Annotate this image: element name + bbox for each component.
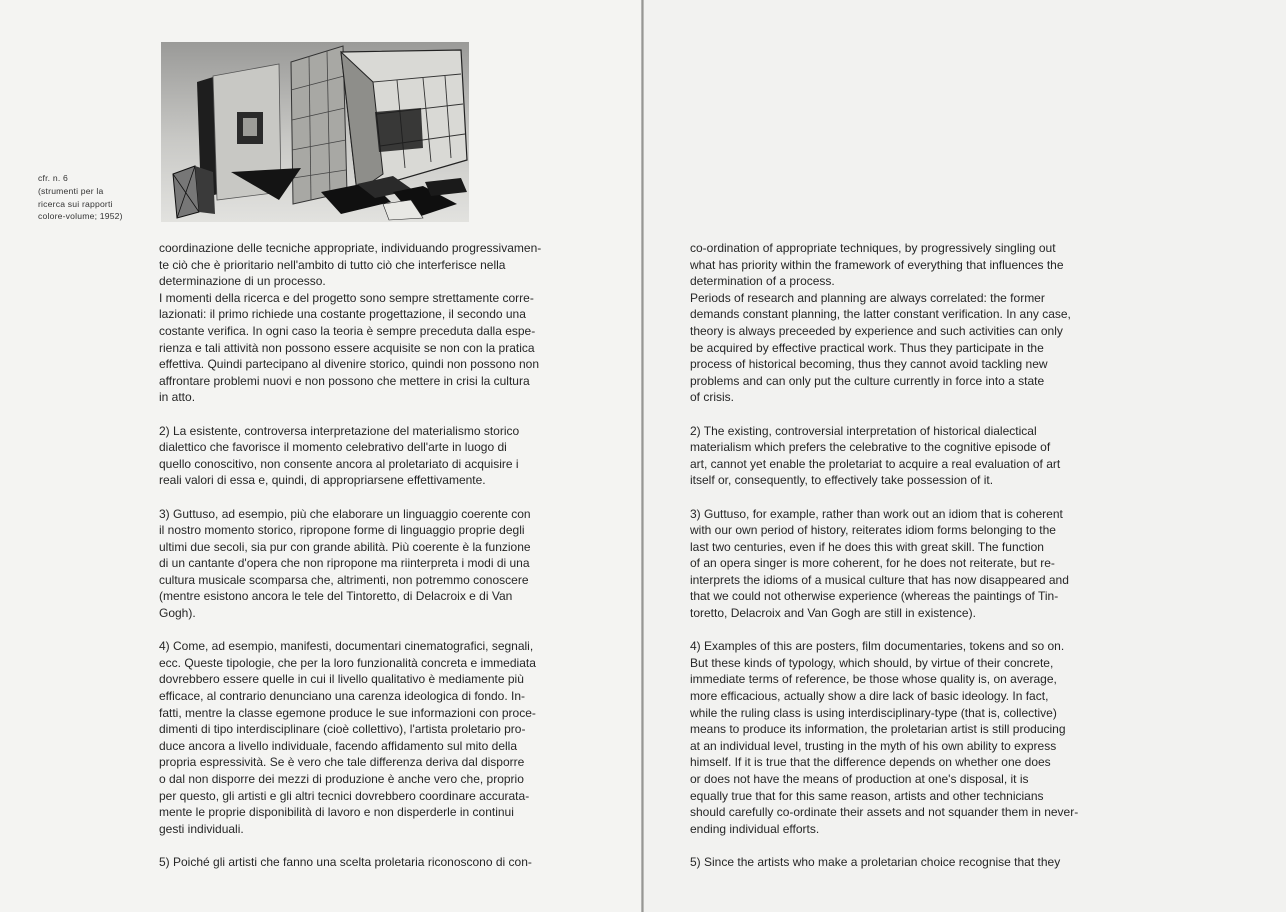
text-line: means to produce its information, the proletarian artist is still producing — [690, 722, 1066, 737]
text-line: di un cantante d'opera che non ripropone ma riinterpreta i modi di una — [159, 556, 530, 571]
text-line: process of historical becoming, thus they cannot avoid tackling new — [690, 357, 1048, 372]
text-line: il nostro momento storico, ripropone forme di linguaggio proprie degli — [159, 523, 525, 538]
text-line: effettiva. Quindi partecipano al divenire storico, quindi non possono non — [159, 357, 540, 372]
text-line: itself or, consequently, to effectively take possession of it. — [690, 473, 994, 488]
text-line: mente le proprie disponibilità di lavoro e non disperderle in continui — [159, 805, 514, 820]
text-line: Gogh). — [159, 606, 196, 621]
text-line: But these kinds of typology, which should, by virtue of their concrete, — [690, 655, 1054, 670]
text-line: 5) Poiché gli artisti che fanno una scelta proletaria riconoscono di con- — [159, 854, 532, 869]
text-line: determinazione di un processo. — [159, 274, 326, 289]
text-line: determination of a process. — [690, 274, 835, 289]
text-line: last two centuries, even if he does this with great skill. The function — [690, 539, 1044, 554]
text-line: problems and can only put the culture currently in force into a state — [690, 373, 1045, 388]
text-line: gesti individuali. — [159, 821, 244, 836]
paragraph-1 — [159, 240, 595, 406]
text-line: quello conoscitivo, non consente ancora al proletariato di acquisire i — [159, 456, 519, 471]
text-line: more efficacious, actually show a dire lack of basic ideology. In fact, — [690, 689, 1049, 704]
text-line: himself. If it is true that the difference depends on whether one does — [690, 755, 1051, 770]
text-line: ultimi due secoli, sia pur con grande abilità. Più coerente è la funzione — [159, 539, 531, 554]
text-line: should carefully co-ordinate their assets and not squander them in never- — [690, 805, 1079, 820]
text-line: while the ruling class is using interdisciplinary-type (that is, collective) — [690, 705, 1057, 720]
caption-line: colore-volume; 1952) — [38, 211, 123, 222]
caption-line: ricerca sui rapporti — [38, 198, 113, 209]
text-line: of crisis. — [690, 390, 735, 405]
text-line: propria espressività. Se è vero che tale differenza deriva dal disporre — [159, 755, 525, 770]
text-line: 3) Guttuso, for example, rather than work out an idiom that is coherent — [690, 506, 1063, 521]
text-line: 3) Guttuso, ad esempio, più che elaborare un linguaggio coerente con — [159, 506, 531, 521]
paragraph-4 — [690, 638, 1124, 837]
text-line: lazionati: il primo richiede una costante progettazione, il secondo una — [159, 307, 526, 322]
text-line: at an individual level, trusting in the myth of his own ability to express — [690, 738, 1057, 753]
text-line: immediate terms of reference, be those whose quality is, on average, — [690, 672, 1057, 687]
text-line: art, cannot yet enable the proletariat to acquire a real evaluation of art — [690, 456, 1061, 471]
italian-text-column — [159, 240, 595, 887]
text-line: costante verifica. In ogni caso la teoria è sempre preceduta dalla espe- — [159, 323, 536, 338]
text-line: ending individual efforts. — [690, 821, 820, 836]
text-line: of an opera singer is more coherent, for he does not reiterate, but re- — [690, 556, 1055, 571]
text-line: coordinazione delle tecniche appropriate, individuando progressivamen- — [159, 241, 542, 255]
text-line: theory is always preceeded by experience and such activities can only — [690, 323, 1063, 338]
text-line: that we could not otherwise experience (whereas the paintings of Tin- — [690, 589, 1059, 604]
paragraph-3 — [159, 506, 595, 622]
caption-line: cfr. n. 6 — [38, 173, 68, 183]
text-line: be acquired by effective practical work. Thus they participate in the — [690, 340, 1044, 355]
text-line: materialism which prefers the celebrative to the cognitive episode of — [690, 440, 1051, 455]
text-line: fatti, mentre la classe egemone produce le sue informazioni con proce- — [159, 705, 536, 720]
text-line: duce ancora a livello individuale, facendo affidamento sul mito della — [159, 738, 518, 753]
text-line: or does not have the means of production at one's disposal, it is — [690, 772, 1029, 786]
text-line: per questo, gli artisti e gli altri tecnici dovrebbero coordinare accurata- — [159, 788, 530, 803]
text-line: co-ordination of appropriate techniques, by progressively singling out — [690, 241, 1056, 255]
sculpture-photo — [161, 42, 469, 222]
text-line: 4) Come, ad esempio, manifesti, documentari cinematografici, segnali, — [159, 639, 534, 654]
text-line: efficace, al contrario denunciano una carenza ideologica di fondo. In- — [159, 689, 526, 704]
text-line: affrontare problemi nuovi e non possono che mettere in crisi la cultura — [159, 373, 530, 388]
text-line: dovrebbero essere quelle in cui il livello qualitativo è mediamente più — [159, 672, 524, 687]
text-line: 2) The existing, controversial interpretation of historical dialectical — [690, 423, 1037, 438]
text-line: with our own period of history, reiterates idiom forms belonging to the — [690, 523, 1056, 538]
paragraph-2 — [690, 423, 1124, 489]
text-line: Periods of research and planning are always correlated: the former — [690, 290, 1045, 305]
text-line: 2) La esistente, controversa interpretazione del materialismo storico — [159, 423, 520, 438]
paragraph-5 — [690, 854, 1124, 871]
text-line: toretto, Delacroix and Van Gogh are still in existence). — [690, 606, 976, 621]
text-line: te ciò che è prioritario nell'ambito di tutto ciò che interferisce nella — [159, 257, 506, 272]
text-line: 5) Since the artists who make a proletarian choice recognise that they — [690, 854, 1061, 869]
text-line: interprets the idioms of a musical culture that has now disappeared and — [690, 572, 1069, 587]
paragraph-3 — [690, 506, 1124, 622]
english-text-column — [690, 240, 1124, 887]
text-line: demands constant planning, the latter constant verification. In any case, — [690, 307, 1071, 322]
text-line: (mentre esistono ancora le tele del Tintoretto, di Delacroix e di Van — [159, 589, 513, 604]
text-line: 4) Examples of this are posters, film documentaries, tokens and so on. — [690, 639, 1065, 654]
text-line: I momenti della ricerca e del progetto sono sempre strettamente corre- — [159, 290, 534, 305]
text-line: o dal non disporre dei mezzi di produzione è anche vero che, proprio — [159, 772, 524, 786]
text-line: rienza e tali attività non possono essere acquisite se non con la pratica — [159, 340, 535, 355]
book-gutter — [641, 0, 644, 912]
text-line: cultura musicale scomparsa che, altrimenti, non potremmo conoscere — [159, 572, 529, 587]
paragraph-2 — [159, 423, 595, 489]
text-line: dimenti di tipo interdisciplinare (cioè collettivo), l'artista proletario pro- — [159, 722, 526, 737]
paragraph-5 — [159, 854, 595, 871]
caption-line: (strumenti per la — [38, 185, 104, 196]
photo-caption — [38, 172, 153, 223]
text-line: in atto. — [159, 390, 196, 405]
paragraph-4 — [159, 638, 595, 837]
text-line: what has priority within the framework of everything that influences the — [690, 257, 1064, 272]
text-line: dialettico che favorisce il momento celebrativo dell'arte in luogo di — [159, 440, 507, 455]
paragraph-1 — [690, 240, 1124, 406]
text-line: ecc. Queste tipologie, che per la loro funzionalità concreta e immediata — [159, 655, 536, 670]
text-line: equally true that for this same reason, artists and other technicians — [690, 788, 1044, 803]
text-line: reali valori di essa e, quindi, di appropriarsene effettivamente. — [159, 473, 486, 488]
